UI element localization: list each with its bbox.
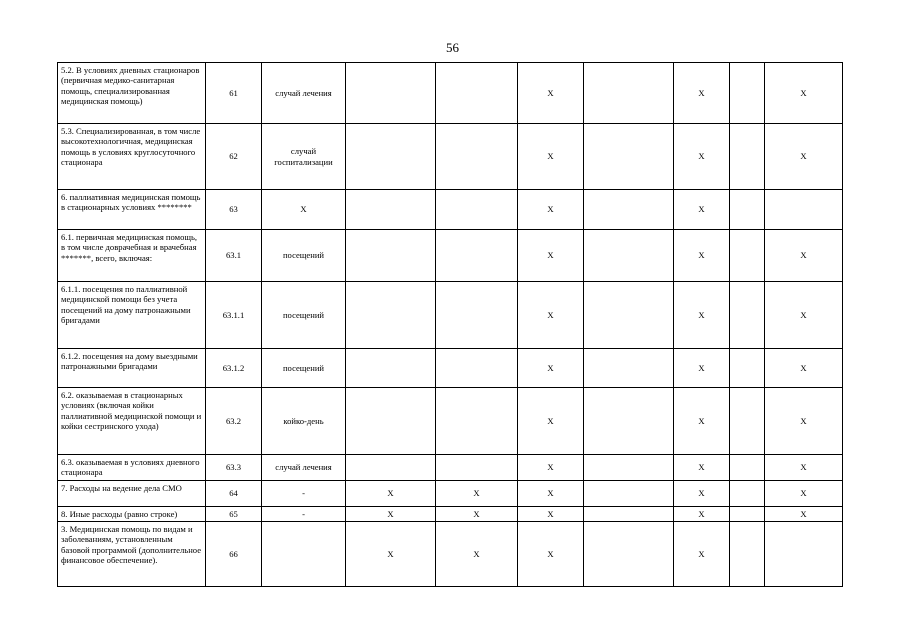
row-value-cell (584, 388, 674, 455)
row-value-cell: Х (346, 507, 436, 522)
row-unit-cell: случай лечения (262, 63, 346, 124)
row-value-cell (584, 507, 674, 522)
row-value-cell (436, 230, 518, 282)
row-value-cell (346, 282, 436, 349)
row-unit-cell: койко-день (262, 388, 346, 455)
row-value-cell (730, 230, 765, 282)
row-value-cell (584, 190, 674, 230)
row-unit-cell: - (262, 481, 346, 507)
row-value-cell (584, 230, 674, 282)
row-value-cell: Х (674, 522, 730, 587)
row-value-cell (730, 124, 765, 190)
row-name-cell: 6.1. первичная медицинская помощь, в том числе доврачебная и врачебная *******, всего, включая: (58, 230, 206, 282)
row-value-cell (436, 349, 518, 388)
row-value-cell (346, 190, 436, 230)
row-value-cell: Х (765, 455, 843, 481)
row-value-cell: Х (436, 507, 518, 522)
table-row (58, 522, 843, 587)
row-value-cell (584, 282, 674, 349)
row-value-cell: Х (765, 388, 843, 455)
row-code-cell: 63.2 (206, 388, 262, 455)
row-value-cell: Х (436, 522, 518, 587)
row-value-cell (346, 349, 436, 388)
row-value-cell: Х (765, 349, 843, 388)
row-value-cell: Х (518, 282, 584, 349)
row-value-cell (730, 507, 765, 522)
row-value-cell (346, 455, 436, 481)
row-value-cell: Х (674, 388, 730, 455)
table-row (58, 388, 843, 455)
row-value-cell: Х (674, 481, 730, 507)
row-value-cell (436, 124, 518, 190)
row-value-cell (730, 388, 765, 455)
row-value-cell (584, 481, 674, 507)
row-value-cell (436, 455, 518, 481)
table-row (58, 230, 843, 282)
row-value-cell: Х (518, 507, 584, 522)
row-code-cell: 61 (206, 63, 262, 124)
row-code-cell: 64 (206, 481, 262, 507)
row-name-cell: 6.3. оказываемая в условиях дневного стационара (58, 455, 206, 481)
row-code-cell: 63.3 (206, 455, 262, 481)
row-value-cell: Х (518, 63, 584, 124)
row-value-cell (730, 63, 765, 124)
row-value-cell (584, 124, 674, 190)
table-row (58, 190, 843, 230)
row-value-cell: Х (765, 282, 843, 349)
row-value-cell (730, 522, 765, 587)
row-code-cell: 62 (206, 124, 262, 190)
table-row (58, 481, 843, 507)
row-value-cell (730, 481, 765, 507)
row-name-cell: 5.3. Специализированная, в том числе высокотехнологичная, медицинская помощь в условиях круглосуточного стационара (58, 124, 206, 190)
row-unit-cell: случай лечения (262, 455, 346, 481)
row-value-cell (730, 455, 765, 481)
row-value-cell (436, 282, 518, 349)
row-value-cell (584, 349, 674, 388)
row-unit-cell: случай госпитализации (262, 124, 346, 190)
row-value-cell (765, 522, 843, 587)
row-value-cell: Х (518, 455, 584, 481)
row-code-cell: 66 (206, 522, 262, 587)
row-name-cell: 5.2. В условиях дневных стационаров (первичная медико-санитарная помощь, специализированная медицинская помощь) (58, 63, 206, 124)
row-unit-cell: Х (262, 190, 346, 230)
row-value-cell (765, 190, 843, 230)
row-code-cell: 65 (206, 507, 262, 522)
row-name-cell: 6.1.1. посещения по паллиативной медицинской помощи без учета посещений на дому патронажными бригадами (58, 282, 206, 349)
table-row (58, 63, 843, 124)
row-unit-cell: - (262, 507, 346, 522)
row-name-cell: 6. паллиативная медицинская помощь в стационарных условиях ******** (58, 190, 206, 230)
row-value-cell (346, 124, 436, 190)
financing-table (57, 62, 843, 587)
table-row (58, 349, 843, 388)
row-value-cell (730, 190, 765, 230)
row-value-cell: Х (674, 507, 730, 522)
row-value-cell: Х (518, 124, 584, 190)
row-value-cell: Х (674, 349, 730, 388)
row-value-cell: Х (346, 481, 436, 507)
row-value-cell: Х (765, 124, 843, 190)
row-value-cell (584, 455, 674, 481)
table-row (58, 455, 843, 481)
row-name-cell: 6.1.2. посещения на дому выездными патронажными бригадами (58, 349, 206, 388)
row-value-cell: Х (674, 455, 730, 481)
row-value-cell: Х (765, 230, 843, 282)
row-value-cell: Х (346, 522, 436, 587)
row-value-cell (436, 63, 518, 124)
row-value-cell: Х (518, 388, 584, 455)
row-value-cell (436, 388, 518, 455)
table-body (58, 63, 843, 587)
row-value-cell: Х (765, 63, 843, 124)
row-value-cell (346, 388, 436, 455)
row-value-cell: Х (518, 349, 584, 388)
row-value-cell (584, 522, 674, 587)
row-name-cell: 3. Медицинская помощь по видам и заболеваниям, установленным базовой программой (дополнительное финансовое обеспечение). (58, 522, 206, 587)
row-unit-cell: посещений (262, 349, 346, 388)
page-number: 56 (446, 40, 459, 55)
row-name-cell: 7. Расходы на ведение дела СМО (58, 481, 206, 507)
row-value-cell: Х (674, 63, 730, 124)
row-code-cell: 63.1 (206, 230, 262, 282)
row-value-cell (730, 349, 765, 388)
table-row (58, 507, 843, 522)
row-name-cell: 6.2. оказываемая в стационарных условиях (включая койки паллиативной медицинской помощи и койки сестринского ухода) (58, 388, 206, 455)
row-value-cell: Х (765, 507, 843, 522)
row-value-cell (584, 63, 674, 124)
table-row (58, 124, 843, 190)
row-value-cell (346, 63, 436, 124)
row-value-cell (436, 190, 518, 230)
row-value-cell: Х (518, 522, 584, 587)
row-value-cell: Х (674, 230, 730, 282)
row-unit-cell (262, 522, 346, 587)
row-unit-cell: посещений (262, 230, 346, 282)
row-value-cell: Х (436, 481, 518, 507)
row-value-cell: Х (674, 190, 730, 230)
row-value-cell: Х (674, 124, 730, 190)
row-code-cell: 63.1.1 (206, 282, 262, 349)
table-row (58, 282, 843, 349)
row-unit-cell: посещений (262, 282, 346, 349)
row-value-cell: Х (674, 282, 730, 349)
row-value-cell: Х (518, 190, 584, 230)
row-value-cell: Х (518, 230, 584, 282)
row-value-cell (730, 282, 765, 349)
row-code-cell: 63.1.2 (206, 349, 262, 388)
row-name-cell: 8. Иные расходы (равно строке) (58, 507, 206, 522)
row-value-cell: Х (518, 481, 584, 507)
row-value-cell: Х (765, 481, 843, 507)
row-code-cell: 63 (206, 190, 262, 230)
row-value-cell (346, 230, 436, 282)
